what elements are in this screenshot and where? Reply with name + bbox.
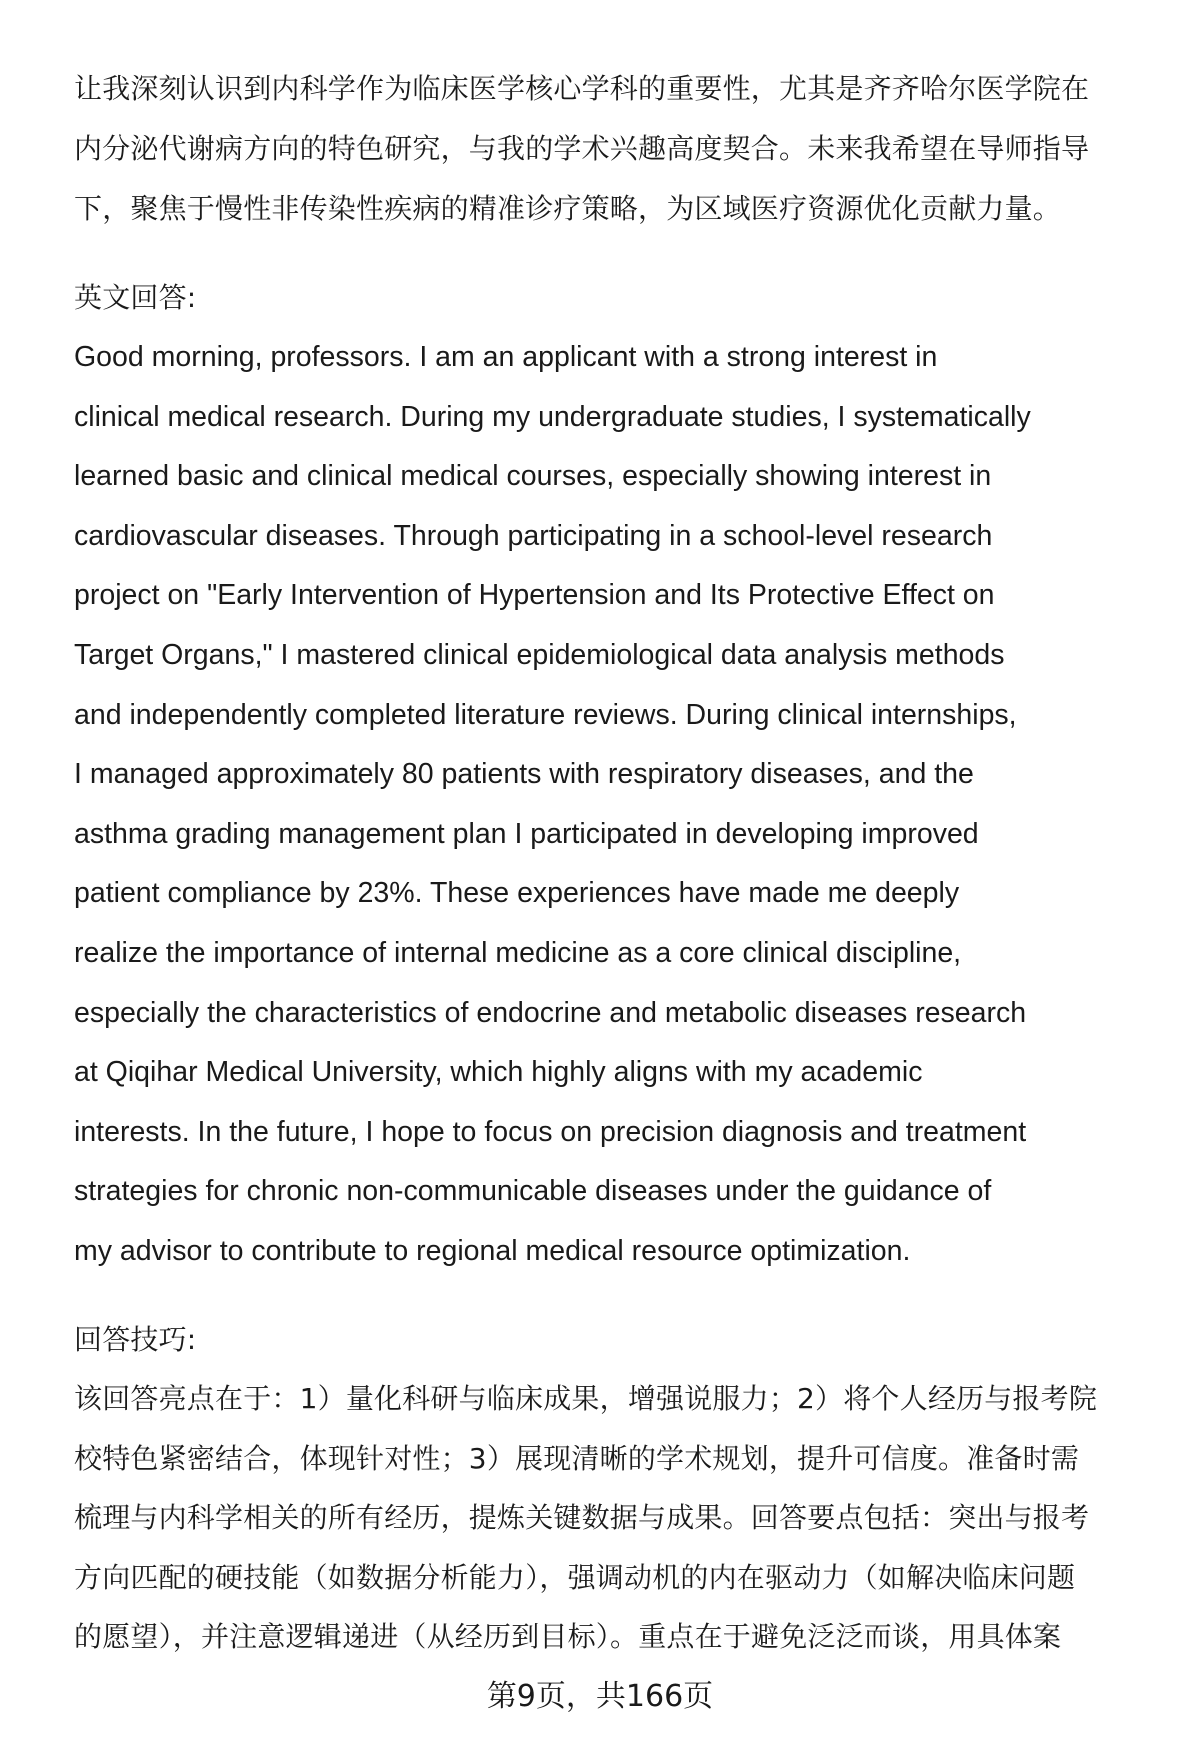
paragraph-line: Target Organs," I mastered clinical epidemiological data analysis methods	[74, 639, 1005, 671]
paragraph-line: 方向匹配的硬技能（如数据分析能力），强调动机的内在驱动力（如解决临床问题	[74, 1560, 1076, 1594]
paragraph-line: 校特色紧密结合，体现针对性；3）展现清晰的学术规划，提升可信度。准备时需	[74, 1441, 1080, 1475]
paragraph-line: Good morning, professors. I am an applicant with a strong interest in	[74, 341, 938, 373]
section-heading: 英文回答:	[74, 281, 197, 314]
paragraph-line: 梳理与内科学相关的所有经历，提炼关键数据与成果。回答要点包括：突出与报考	[74, 1501, 1090, 1535]
paragraph-line: patient compliance by 23%. These experiences have made me deeply	[74, 877, 960, 910]
paragraph-line: especially the characteristics of endocrine and metabolic diseases research	[74, 996, 1027, 1029]
paragraph-line: 该回答亮点在于：1）量化科研与临床成果，增强说服力；2）将个人经历与报考院	[74, 1382, 1098, 1415]
paragraph-line: I managed approximately 80 patients with respiratory diseases, and the	[74, 758, 974, 791]
paragraph-line: and independently completed literature reviews. During clinical internships,	[74, 698, 1017, 731]
paragraph-line: 让我深刻认识到内科学作为临床医学核心学科的重要性，尤其是齐齐哈尔医学院在	[74, 72, 1090, 105]
page-number: 第9页，共166页	[486, 1679, 714, 1714]
paragraph-line: at Qiqihar Medical University, which highly aligns with my academic	[74, 1056, 923, 1089]
paragraph-line: 下，聚焦于慢性非传染性疾病的精准诊疗策略，为区域医疗资源优化贡献力量。	[74, 192, 1062, 225]
paragraph-line: asthma grading management plan I participated in developing improved	[74, 817, 979, 850]
paragraph-line: project on "Early Intervention of Hypertension and Its Protective Effect on	[74, 579, 995, 612]
section-heading: 回答技巧:	[74, 1323, 197, 1356]
paragraph-line: 内分泌代谢病方向的特色研究，与我的学术兴趣高度契合。未来我希望在导师指导	[74, 132, 1090, 165]
paragraph-line: my advisor to contribute to regional medical resource optimization.	[74, 1235, 911, 1267]
paragraph-line: cardiovascular diseases. Through participating in a school-level research	[74, 519, 993, 552]
paragraph-line: clinical medical research. During my undergraduate studies, I systematically	[74, 400, 1031, 433]
paragraph-line: learned basic and clinical medical courses, especially showing interest in	[74, 460, 992, 493]
paragraph-line: 的愿望），并注意逻辑递进（从经历到目标）。重点在于避免泛泛而谈，用具体案	[74, 1620, 1062, 1654]
paragraph-line: interests. In the future, I hope to focus on precision diagnosis and treatment	[74, 1115, 1027, 1148]
paragraph-line: realize the importance of internal medicine as a core clinical discipline,	[74, 937, 962, 969]
paragraph-line: strategies for chronic non-communicable diseases under the guidance of	[74, 1175, 992, 1208]
